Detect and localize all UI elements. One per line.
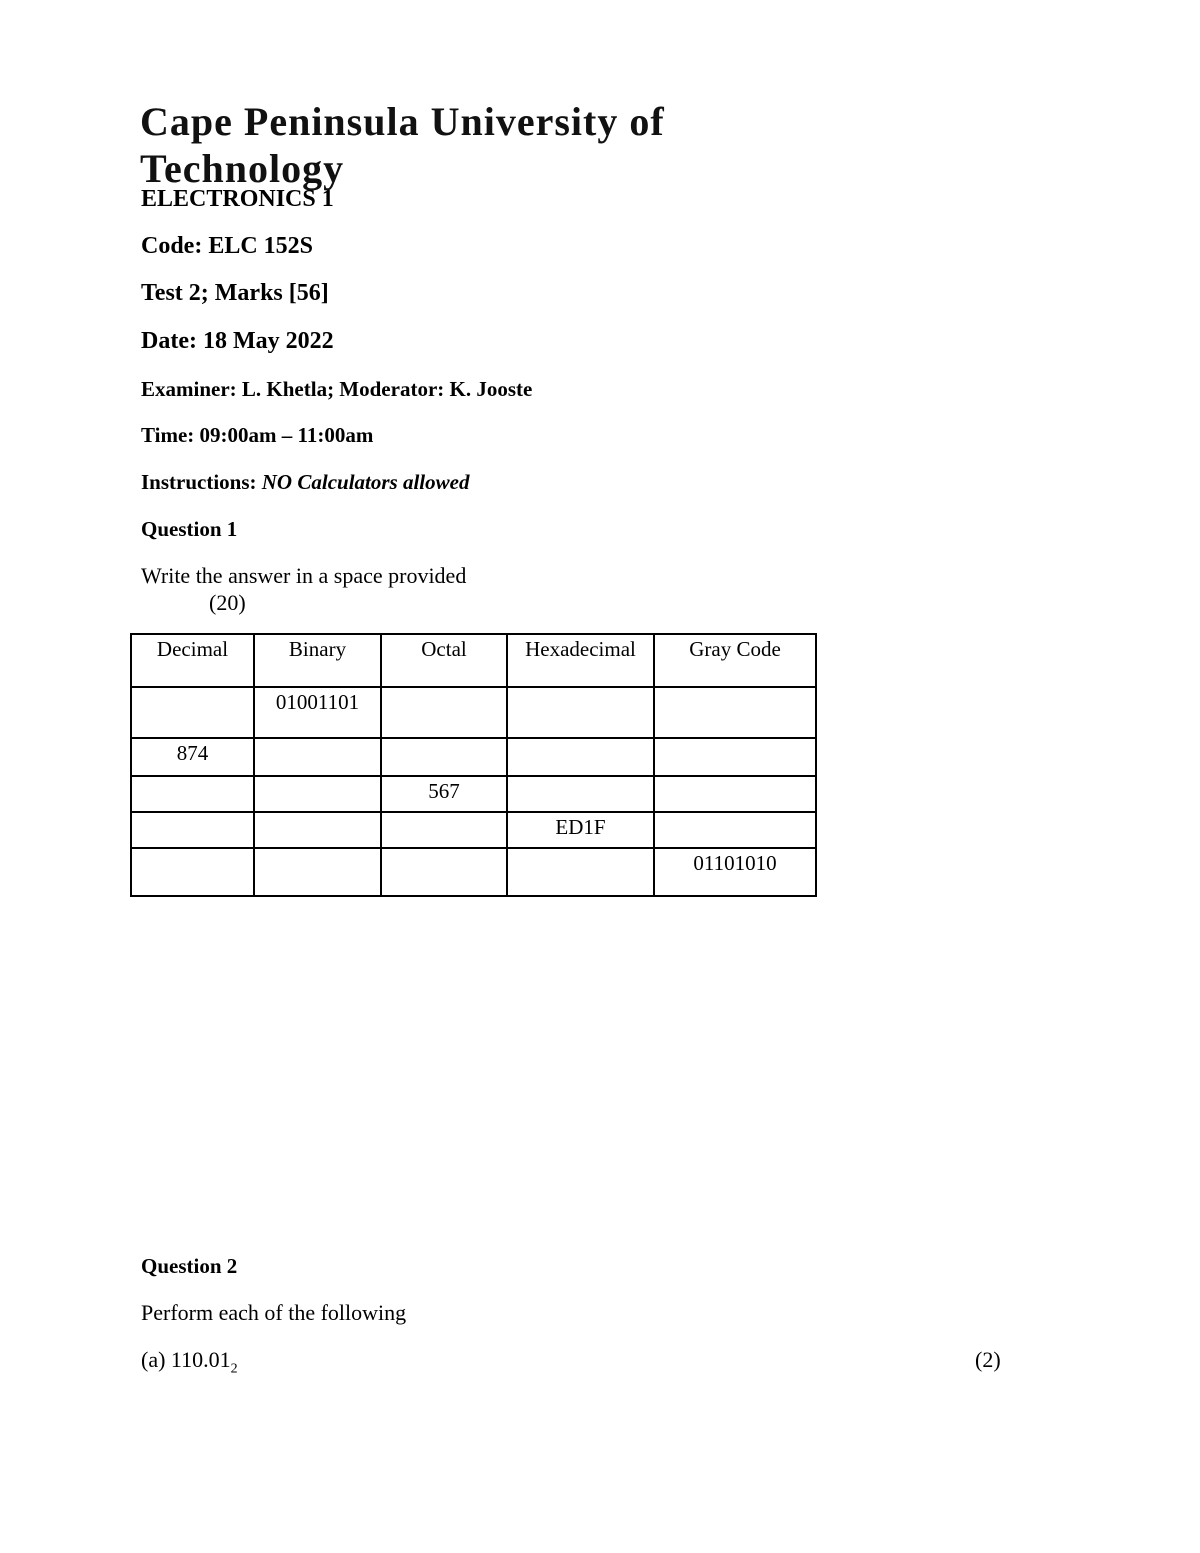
col-header-binary: Binary bbox=[254, 634, 381, 687]
col-header-gray-code: Gray Code bbox=[654, 634, 816, 687]
time-line: Time: 09:00am – 11:00am bbox=[141, 423, 374, 447]
answer-cell[interactable] bbox=[507, 848, 654, 896]
answer-cell[interactable] bbox=[131, 848, 254, 896]
letterhead-clipped bbox=[140, 99, 805, 191]
given-cell: 01101010 bbox=[654, 848, 816, 896]
exam-date: Date: 18 May 2022 bbox=[141, 328, 334, 354]
course-code: Code: ELC 152S bbox=[141, 233, 314, 259]
answer-cell[interactable] bbox=[131, 687, 254, 738]
col-header-decimal: Decimal bbox=[131, 634, 254, 687]
test-marks: Test 2; Marks [56] bbox=[141, 280, 329, 306]
question2-part-a bbox=[141, 1347, 238, 1377]
answer-cell[interactable] bbox=[381, 687, 507, 738]
examiner-line: Examiner: L. Khetla; Moderator: K. Jooste bbox=[141, 377, 533, 401]
given-cell: 567 bbox=[381, 776, 507, 812]
instructions-value: NO Calculators allowed bbox=[261, 470, 470, 494]
table-row bbox=[131, 848, 816, 896]
conversion-table bbox=[130, 633, 817, 897]
given-cell: 874 bbox=[131, 738, 254, 776]
answer-cell[interactable] bbox=[654, 687, 816, 738]
letterhead-text: Cape Peninsula University of Technology bbox=[140, 99, 665, 191]
col-header-hexadecimal: Hexadecimal bbox=[507, 634, 654, 687]
instructions-line bbox=[141, 470, 469, 495]
col-header-octal: Octal bbox=[381, 634, 507, 687]
question2-heading: Question 2 bbox=[141, 1254, 238, 1278]
answer-cell[interactable] bbox=[381, 812, 507, 848]
answer-cell[interactable] bbox=[381, 738, 507, 776]
answer-cell[interactable] bbox=[131, 776, 254, 812]
table-row bbox=[131, 687, 816, 738]
part-a-label: (a) 110.01 bbox=[141, 1347, 231, 1372]
table-header-row bbox=[131, 634, 816, 687]
instructions-label: Instructions: bbox=[141, 470, 257, 494]
question2-prompt: Perform each of the following bbox=[141, 1300, 407, 1325]
table-row bbox=[131, 812, 816, 848]
answer-cell[interactable] bbox=[131, 812, 254, 848]
answer-cell[interactable] bbox=[254, 776, 381, 812]
table-row bbox=[131, 738, 816, 776]
answer-cell[interactable] bbox=[254, 738, 381, 776]
answer-cell[interactable] bbox=[507, 738, 654, 776]
table-row bbox=[131, 776, 816, 812]
question1-prompt: Write the answer in a space provided bbox=[141, 563, 467, 588]
answer-cell[interactable] bbox=[381, 848, 507, 896]
answer-cell[interactable] bbox=[507, 776, 654, 812]
answer-cell[interactable] bbox=[654, 812, 816, 848]
answer-cell[interactable] bbox=[654, 738, 816, 776]
answer-cell[interactable] bbox=[254, 812, 381, 848]
course-title: ELECTRONICS 1 bbox=[141, 186, 334, 212]
given-cell: ED1F bbox=[507, 812, 654, 848]
answer-cell[interactable] bbox=[654, 776, 816, 812]
question1-heading: Question 1 bbox=[141, 517, 238, 541]
part-a-subscript: 2 bbox=[230, 1361, 238, 1377]
answer-cell[interactable] bbox=[254, 848, 381, 896]
given-cell: 01001101 bbox=[254, 687, 381, 738]
part-a-marks: (2) bbox=[975, 1347, 1001, 1372]
question1-marks: (20) bbox=[209, 590, 246, 615]
answer-cell[interactable] bbox=[507, 687, 654, 738]
